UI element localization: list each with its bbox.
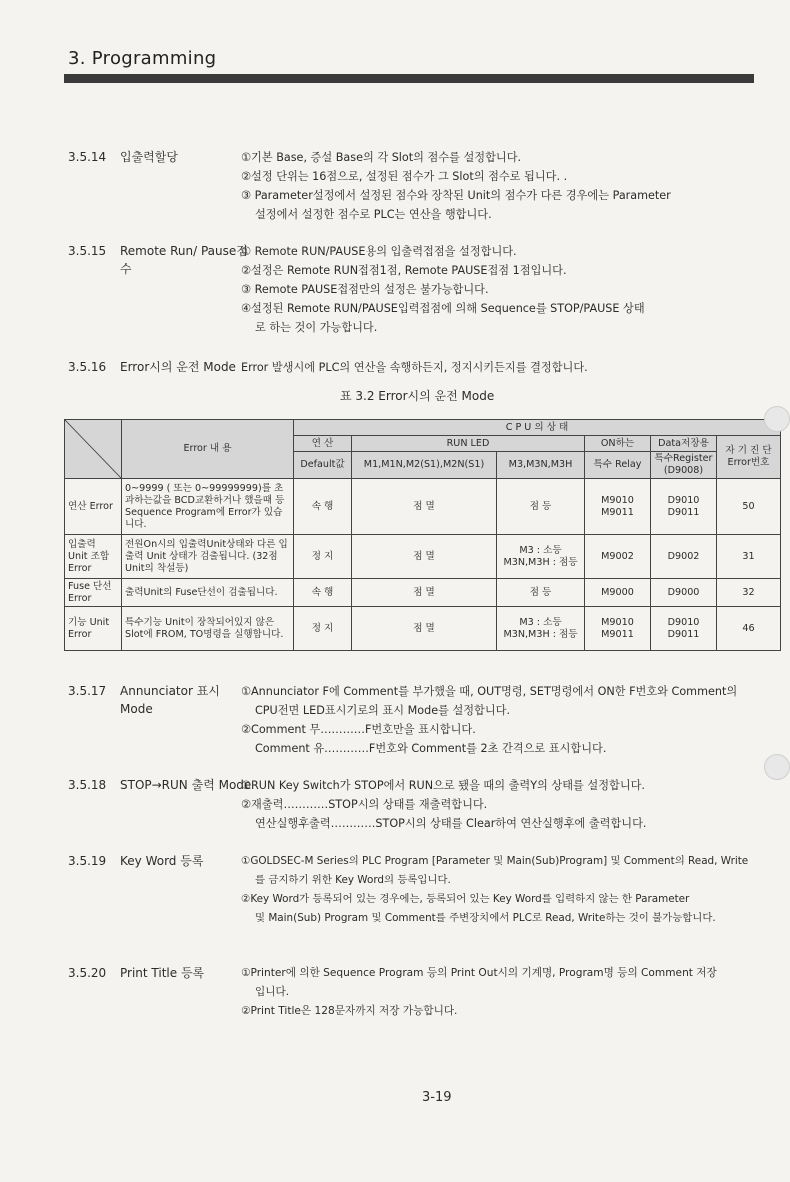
section-body [241, 242, 781, 337]
cell-register: D9002 [651, 535, 717, 579]
header-title: 3. Programming [68, 48, 217, 69]
section-number: 3.5.14 [68, 150, 107, 164]
body-line: Error 발생시에 PLC의 연산을 속행하든지, 정지시키든지를 결정합니다. [241, 361, 588, 374]
page-number: 3-19 [422, 1090, 452, 1105]
section-number: 3.5.15 [68, 244, 107, 258]
section-body [241, 682, 781, 758]
table-caption: 표 3.2 Error시의 운전 Mode [340, 389, 495, 403]
punch-hole [764, 754, 790, 780]
cell-code: 50 [717, 479, 781, 535]
header-m3: M3,M3N,M3H [497, 452, 585, 479]
section-body [241, 358, 781, 377]
header-self-diag [717, 436, 781, 479]
punch-hole [764, 406, 790, 432]
cell-register: D9010 D9011 [651, 479, 717, 535]
table-row [65, 479, 781, 535]
body-line: ②설정 단위는 16점으로, 설정된 점수가 그 Slot의 점수로 됩니다. . [241, 170, 568, 183]
cell-op: 속 행 [294, 479, 352, 535]
cell-content: 출력Unit의 Fuse단선이 검출됩니다. [122, 579, 294, 607]
cell-code: 46 [717, 607, 781, 651]
cell-type: Fuse 단선 Error [65, 579, 122, 607]
error-mode-table [64, 419, 781, 651]
header-relay: 특수 Relay [585, 452, 651, 479]
body-line: ②Comment 무…………F번호만을 표시합니다. [241, 723, 476, 736]
body-line: 로 하는 것이 가능합니다. [255, 321, 378, 334]
section-title: Error시의 운전 Mode [120, 360, 236, 374]
cell-content: 특수기능 Unit이 장착되어있지 않은 Slot에 FROM, TO명령을 실행합니다. [122, 607, 294, 651]
cell-type: 기능 Unit Error [65, 607, 122, 651]
cell-register: D9000 [651, 579, 717, 607]
body-line: ①GOLDSEC-M Series의 PLC Program [Parameter 및 Main(Sub)Program] 및 Comment의 Read, Write [241, 855, 749, 867]
body-line: ①기본 Base, 증설 Base의 각 Slot의 점수를 설정합니다. [241, 151, 522, 164]
cell-led-m3: M3 : 소등 M3N,M3H : 점등 [497, 535, 585, 579]
body-line: Comment 유…………F번호와 Comment를 2초 간격으로 표시합니다. [255, 742, 607, 755]
header-error-no: Error번호 [727, 457, 770, 468]
section-title: 입출력할당 [120, 150, 178, 164]
section-body [241, 148, 781, 224]
body-line: ①RUN Key Switch가 STOP에서 RUN으로 됐을 때의 출력Y의 상태를 설정합니다. [241, 779, 645, 792]
cell-relay: M9000 [585, 579, 651, 607]
cell-type: 연산 Error [65, 479, 122, 535]
body-line: CPU전면 LED표시기로의 표시 Mode를 설정합니다. [255, 704, 511, 717]
header-error-content: Error 내 용 [122, 420, 294, 479]
header-register: 특수Register (D9008) [651, 452, 717, 479]
section-body [241, 776, 781, 833]
cell-led-m3: M3 : 소등 M3N,M3H : 점등 [497, 607, 585, 651]
body-line: ②재출력…………STOP시의 상태를 재출력합니다. [241, 798, 488, 811]
body-line: ①Printer에 의한 Sequence Program 등의 Print Out시의 기계명, Program명 등의 Comment 저장 [241, 967, 717, 979]
header-m1: M1,M1N,M2(S1),M2N(S1) [352, 452, 497, 479]
cell-led-m1: 점 멸 [352, 607, 497, 651]
body-line: ④설정된 Remote RUN/PAUSE입력접점에 의해 Sequence를 STOP/PAUSE 상태 [241, 302, 645, 315]
body-line: ① Remote RUN/PAUSE용의 입출력접점을 설정합니다. [241, 245, 517, 258]
body-line: 및 Main(Sub) Program 및 Comment를 주변장치에서 PLC로 Read, Write하는 것이 불가능합니다. [255, 912, 716, 924]
section-body [241, 964, 781, 1021]
header-data-store: Data저장용 [651, 436, 717, 452]
header-operation: 연 산 [294, 436, 352, 452]
section-number: 3.5.17 [68, 684, 107, 698]
section-title: Annunciator 표시 Mode [120, 684, 220, 716]
cell-led-m1: 점 멸 [352, 479, 497, 535]
cell-op: 속 행 [294, 579, 352, 607]
cell-type: 입출력 Unit 조합 Error [65, 535, 122, 579]
body-line: ②Key Word가 등록되어 있는 경우에는, 등록되어 있는 Key Word를 입력하지 않는 한 Parameter [241, 893, 690, 905]
section-number: 3.5.20 [68, 966, 107, 980]
cell-led-m1: 점 멸 [352, 535, 497, 579]
body-line: ②Print Title은 128문자까지 저장 가능합니다. [241, 1005, 458, 1017]
body-line: ②설정은 Remote RUN접점1점, Remote PAUSE접점 1점입니다. [241, 264, 567, 277]
body-line: 설정에서 설정한 점수로 PLC는 연산을 행합니다. [255, 208, 492, 221]
section-number: 3.5.18 [68, 778, 107, 792]
cell-code: 31 [717, 535, 781, 579]
table-row [65, 607, 781, 651]
cell-led-m3: 점 등 [497, 579, 585, 607]
section-title: Key Word 등록 [120, 854, 204, 868]
section-number: 3.5.16 [68, 360, 107, 374]
section-body [241, 852, 781, 928]
section-title: Print Title 등록 [120, 966, 205, 980]
cell-op: 정 지 [294, 535, 352, 579]
header-run-led: RUN LED [352, 436, 585, 452]
header-rule [64, 74, 754, 83]
diagonal-corner-cell [65, 420, 122, 479]
body-line: 를 금지하기 위한 Key Word의 등록입니다. [255, 874, 451, 886]
cell-code: 32 [717, 579, 781, 607]
cell-content: 전원On시의 입출력Unit상태와 다른 입출력 Unit 상태가 검출됩니다. (32점 Unit의 착설등) [122, 535, 294, 579]
cell-relay: M9002 [585, 535, 651, 579]
cell-led-m3: 점 등 [497, 479, 585, 535]
header-cpu-state: C P U 의 상 태 [294, 420, 781, 436]
section-title: Remote Run/ Pause점수 [120, 244, 248, 276]
cell-led-m1: 점 멸 [352, 579, 497, 607]
header-on: ON하는 [585, 436, 651, 452]
section-title: STOP→RUN 출력 Mode [120, 778, 252, 792]
section-number: 3.5.19 [68, 854, 107, 868]
body-line: 입니다. [255, 986, 290, 998]
body-line: ①Annunciator F에 Comment를 부가했을 때, OUT명령, SET명령에서 ON한 F번호와 Comment의 [241, 685, 738, 698]
cell-relay: M9010 M9011 [585, 607, 651, 651]
table-row [65, 535, 781, 579]
header-self-diag-label: 자 기 진 단 [725, 445, 772, 456]
body-line: ③ Parameter설정에서 설정된 점수와 장착된 Unit의 점수가 다른 경우에는 Parameter [241, 189, 671, 202]
cell-relay: M9010 M9011 [585, 479, 651, 535]
body-line: ③ Remote PAUSE접점만의 설정은 불가능합니다. [241, 283, 489, 296]
cell-register: D9010 D9011 [651, 607, 717, 651]
table-row [65, 579, 781, 607]
cell-op: 정 지 [294, 607, 352, 651]
cell-content: 0~9999 ( 또는 0~99999999)를 초과하는값을 BCD교환하거나 했을때 등 Sequence Program에 Error가 있습니다. [122, 479, 294, 535]
header-default: Default값 [294, 452, 352, 479]
body-line: 연산실행후출력…………STOP시의 상태를 Clear하여 연산실행후에 출력합니다. [255, 817, 647, 830]
